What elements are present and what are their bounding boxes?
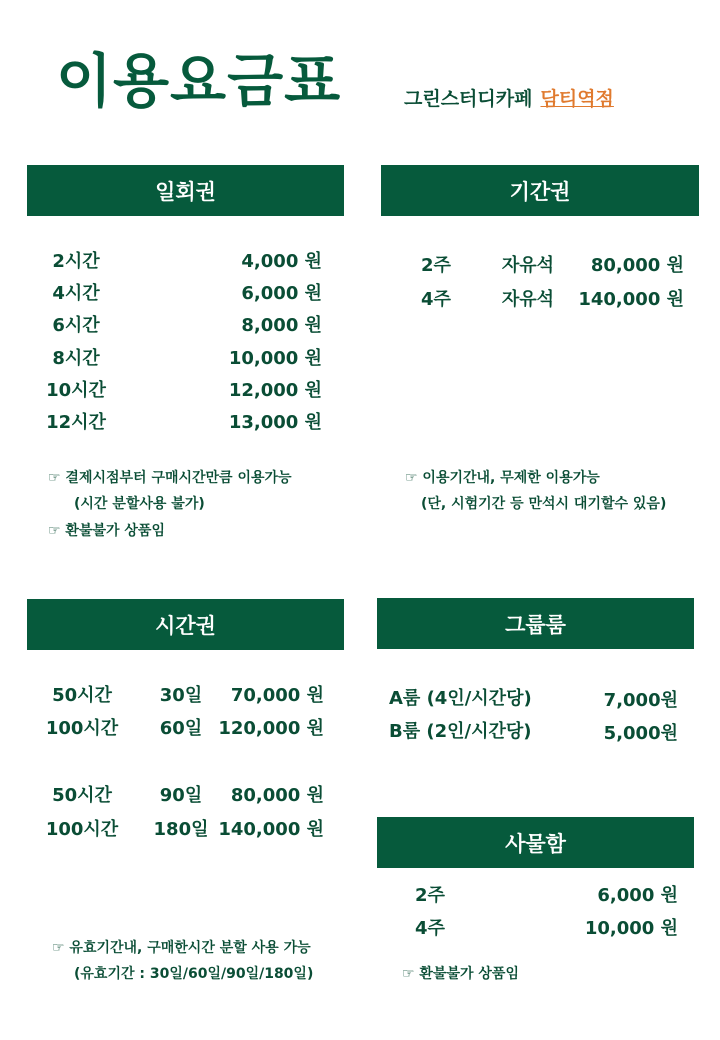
daily-note: ☞ 결제시점부터 구매시간만큼 이용가능	[48, 470, 292, 486]
group-label: B룸 (2인/시간당)	[389, 721, 532, 742]
locker-price: 10,000 원	[584, 918, 678, 939]
brand-name: 그린스터디카페	[404, 88, 533, 110]
hours-days: 180일	[153, 819, 209, 840]
daily-label: 6시간	[52, 315, 100, 336]
hours-price: 140,000 원	[218, 819, 324, 840]
section-hours-header: 시간권	[27, 599, 344, 650]
hours-price: 80,000 원	[230, 785, 324, 806]
hours-label: 50시간	[52, 785, 112, 806]
daily-note: ☞ 환불불가 상품임	[48, 523, 165, 539]
branch-name: 담티역점	[540, 88, 614, 110]
group-price: 7,000원	[603, 690, 678, 711]
period-note: ☞ 이용기간내, 무제한 이용가능	[405, 470, 600, 486]
period-price: 140,000 원	[578, 289, 684, 310]
section-daily-header: 일회권	[27, 165, 344, 216]
locker-note: ☞ 환불불가 상품임	[402, 966, 519, 982]
daily-label: 4시간	[52, 283, 100, 304]
hours-days: 30일	[159, 685, 203, 706]
locker-label: 2주	[415, 885, 445, 906]
daily-label: 8시간	[52, 348, 100, 369]
period-price: 80,000 원	[590, 255, 684, 276]
section-period-header: 기간권	[381, 165, 699, 216]
section-group-header: 그룹룸	[377, 598, 694, 649]
daily-label: 12시간	[46, 412, 106, 433]
hours-days: 90일	[159, 785, 203, 806]
hours-price: 70,000 원	[230, 685, 324, 706]
period-seat: 자유석	[501, 289, 555, 310]
period-seat: 자유석	[501, 255, 555, 276]
daily-price: 4,000 원	[241, 251, 322, 272]
group-label: A룸 (4인/시간당)	[389, 688, 532, 709]
section-locker-header: 사물함	[377, 817, 694, 868]
daily-label: 2시간	[52, 251, 100, 272]
daily-price: 13,000 원	[228, 412, 322, 433]
daily-price: 6,000 원	[241, 283, 322, 304]
daily-note: (시간 분할사용 불가)	[74, 496, 205, 512]
hours-label: 100시간	[45, 819, 119, 840]
period-label: 2주	[421, 255, 451, 276]
hours-price: 120,000 원	[218, 718, 324, 739]
brand-line	[404, 84, 614, 111]
period-label: 4주	[421, 289, 451, 310]
page-title: 이용요금표	[56, 47, 342, 115]
group-price: 5,000원	[603, 723, 678, 744]
daily-price: 8,000 원	[241, 315, 322, 336]
daily-price: 10,000 원	[228, 348, 322, 369]
hours-note: ☞ 유효기간내, 구매한시간 분할 사용 가능	[52, 940, 311, 956]
daily-label: 10시간	[46, 380, 106, 401]
locker-price: 6,000 원	[597, 885, 678, 906]
hours-note: (유효기간 : 30일/60일/90일/180일)	[74, 966, 314, 982]
daily-price: 12,000 원	[228, 380, 322, 401]
hours-label: 50시간	[52, 685, 112, 706]
locker-label: 4주	[415, 918, 445, 939]
period-note: (단, 시험기간 등 만석시 대기할수 있음)	[421, 496, 667, 512]
hours-label: 100시간	[45, 718, 119, 739]
hours-days: 60일	[159, 718, 203, 739]
